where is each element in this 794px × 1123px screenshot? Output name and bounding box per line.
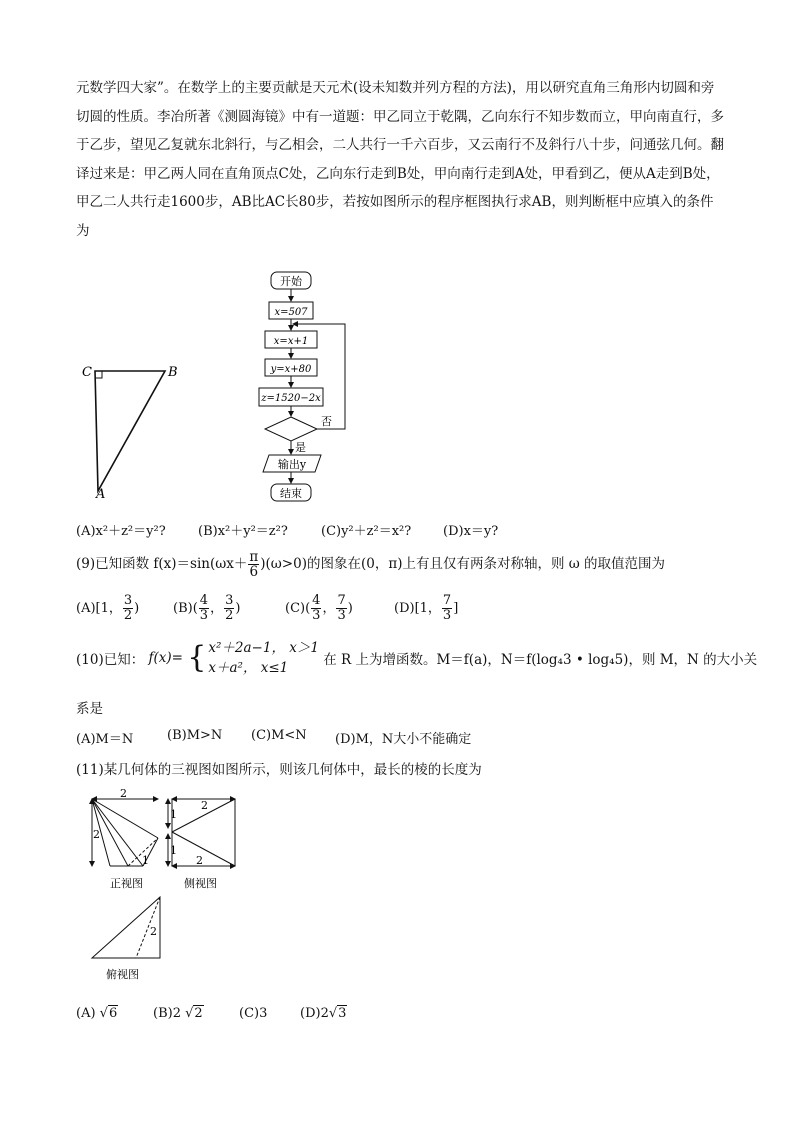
q10-option-c: (C)M<N [251,728,307,743]
end-label: 结束 [280,487,302,500]
q10-option-b: (B)M>N [167,728,223,743]
side-view [168,799,235,890]
front-view-label: 正视图 [110,877,143,890]
q10-line2: 系是 [76,701,103,717]
q9-option-a: (A)[1， $\frac{3}{2}$ ) [76,593,140,623]
init-label: x=507 [274,307,308,318]
q10-fx: f(x)= [148,650,183,666]
front-view [92,788,158,890]
right-angle-marker [95,371,102,378]
q10-option-a: (A)M＝N [76,732,134,747]
svg-text:2: 2 [120,788,127,800]
q8-option-b: (B)x²＋y²＝z²? [198,524,288,539]
q11-option-c: (C)3 [239,1006,268,1021]
right-triangle-figure [78,358,188,503]
q10-cases [208,638,319,678]
svg-text:2: 2 [150,925,157,938]
program-flowchart [255,268,365,508]
three-view-figure [80,788,250,988]
q9-fraction: $\frac{\pi}{6}$ [249,549,259,580]
side-view-label: 侧视图 [184,877,217,890]
vertex-b-label: B [168,365,178,380]
q9-option-b: (B)( $\frac{4}{3}$ ， $\frac{3}{2}$ ) [173,593,241,623]
q10-case1: x²＋2a−1， x＞1 [208,640,319,656]
yes-label: 是 [295,441,306,454]
q11-question: (11)某几何体的三视图如图所示，则该几何体中，最长的棱的长度为 [76,762,482,778]
svg-text:1: 1 [142,854,149,867]
problem-8-paragraph: 元数学四大家”。在数学上的主要贡献是天元术(设未知数并列方程的方法)，用以研究直角三角形内切圆和旁切圆的性质。李冶所著《测圆海镜》中有一道题：甲乙同立于乾隅，乙向东行不知步数而立，甲向南直行，多于乙步，望见乙复就东北斜行，与乙相会，二人共行一千六百步，又云南行不及斜行八十步，问通弦几何。翻译过来是：甲乙两人同在直角顶点C处，乙向东行走到B处，甲向南行走到A处，甲看到乙，便从A走到B处，甲乙二人共行走1600步，AB比AC长80步，若按如图所示的程序框图执行求AB，则判断框中应填入的条件为 [76,80,724,239]
svg-text:2: 2 [196,854,203,867]
step2-label: y=x+80 [270,364,312,375]
svg-text:1: 1 [170,844,177,857]
q9-prefix: (9)已知函数 f(x)＝sin(ωx＋ [76,556,248,572]
q8-option-a: (A)x²＋z²＝y²? [76,524,166,539]
q10-question [76,638,757,678]
q10-case2: x＋a²， x≤1 [208,660,289,676]
svg-text:2: 2 [93,828,100,841]
svg-text:1: 1 [170,808,177,821]
q10-brace: { [187,640,207,675]
no-label: 否 [321,415,332,428]
top-view-label: 俯视图 [106,968,139,981]
triangle-shape [95,371,165,491]
start-label: 开始 [280,275,302,288]
q9-option-d: (D)[1， $\frac{7}{3}$ ] [394,593,459,623]
decision-node [265,417,317,441]
q10-option-d: (D)M，N大小不能确定 [335,732,472,747]
q9-suffix: )(ω>0)的图象在(0，π)上有且仅有两条对称轴，则 ω 的取值范围为 [260,556,666,572]
svg-text:2: 2 [201,799,208,812]
q10-prefix: (10)已知： [76,652,145,668]
q9-option-c: (C)( $\frac{4}{3}$ ， $\frac{7}{3}$ ) [285,593,353,623]
q11-option-a: (A) √6 [76,1006,118,1021]
q10-suffix: 在 R 上为增函数。M＝f(a)，N＝f(log₄3 • log₄5)，则 M，N 的大小关 [323,652,758,668]
step1-label: x=x+1 [273,336,309,347]
q8-option-c: (C)y²＋z²＝x²? [321,524,412,539]
q11-option-d: (D)2√3 [300,1006,347,1021]
step3-label: z=1520−2x [261,393,321,404]
top-view [92,897,160,981]
q8-option-d: (D)x＝y? [443,524,499,539]
vertex-a-label: A [96,487,106,502]
q11-option-b: (B)2 √2 [153,1006,203,1021]
output-label: 输出y [277,458,307,471]
q9-question [76,550,665,579]
vertex-c-label: C [82,365,92,380]
